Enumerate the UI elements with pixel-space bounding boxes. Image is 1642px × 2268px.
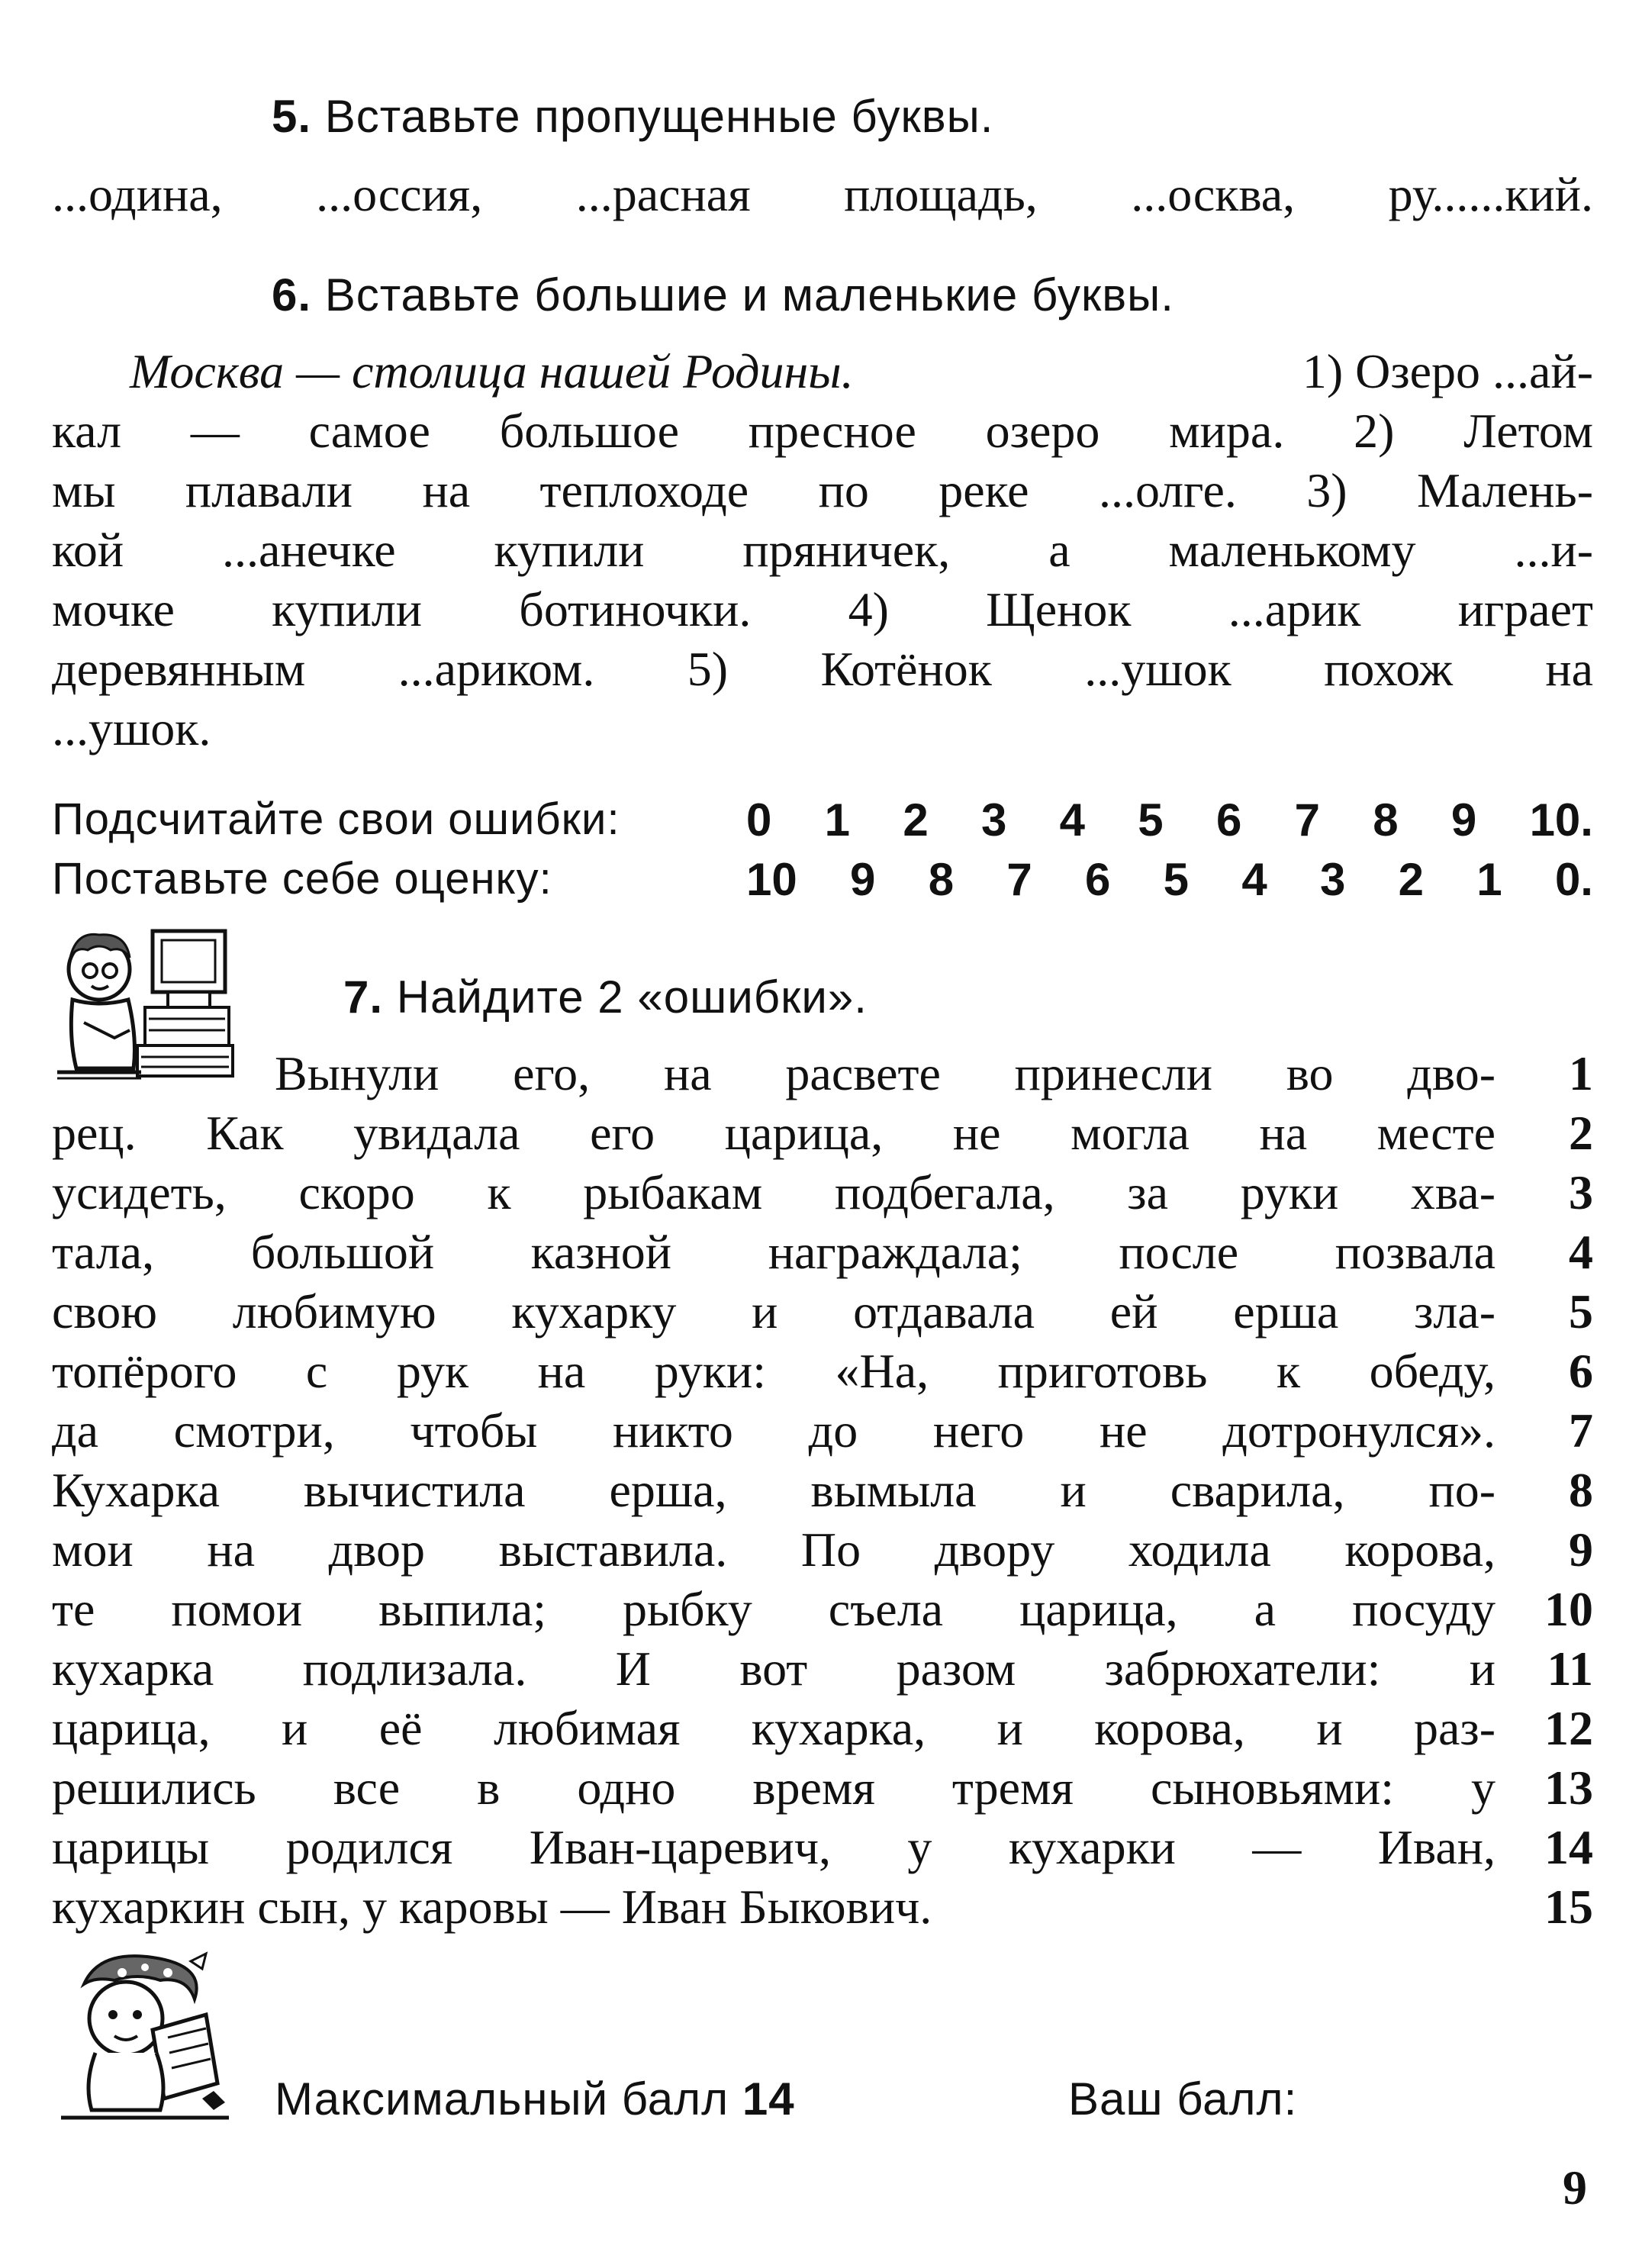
- task6-line-4: мочке купили ботиночки. 4) Щенок ...арик играет: [52, 582, 1593, 636]
- errors-0: 0: [746, 794, 772, 846]
- task7-line-11: кухарка подлизала. И вот разом забрюхатели: и: [52, 1641, 1496, 1696]
- task7-line-3: усидеть, скоро к рыбакам подбегала, за руки хва-: [52, 1165, 1496, 1219]
- task6-line-1: кал — самое большое пресное озеро мира. 2) Летом: [52, 404, 1593, 458]
- task7-line-1: Вынули его, на расвете принесли во дво-: [275, 1046, 1496, 1100]
- task6-number: 6.: [272, 269, 312, 321]
- line-number-11: 11: [1547, 1641, 1593, 1696]
- task7-line-2: рец. Как увидала его царица, не могла на месте: [52, 1106, 1496, 1160]
- grade-7: 3: [1319, 854, 1346, 905]
- task7-line-13: решились все в одно время тремя сыновьями: у: [52, 1761, 1496, 1815]
- task6-title: Вставьте большие и маленькие буквы.: [324, 269, 1174, 321]
- grade-2: 8: [928, 854, 955, 905]
- task6-line-0: [130, 343, 1593, 400]
- errors-4: 4: [1059, 794, 1085, 846]
- task6-line-5: деревянным ...ариком. 5) Котёнок ...ушок похож на: [52, 642, 1593, 696]
- task6-line-2: мы плавали на теплоходе по реке ...олге. 3) Малень-: [52, 463, 1593, 517]
- task7-line-5: свою любимую кухарку и отдавала ей ерша зла-: [52, 1284, 1496, 1339]
- task7-line-12: царица, и её любимая кухарка, и корова, и раз-: [52, 1701, 1496, 1755]
- max-score-label: Максимальный балл: [275, 2073, 729, 2125]
- line-number-5: 5: [1569, 1284, 1593, 1339]
- task5-title: Вставьте пропущенные буквы.: [324, 91, 994, 142]
- line-number-1: 1: [1569, 1046, 1593, 1100]
- task6-line-3: кой ...анечке купили пряничек, а маленькому ...и-: [52, 523, 1593, 577]
- line-number-7: 7: [1569, 1403, 1593, 1458]
- line-number-12: 12: [1544, 1701, 1593, 1755]
- line-number-9: 9: [1569, 1522, 1593, 1577]
- child-computer-illustration: [53, 923, 237, 1084]
- errors-label: Подсчитайте свои ошибки:: [52, 794, 620, 844]
- task7-line-6: топёрого с рук на руки: «На, приготовь к обеду,: [52, 1344, 1496, 1398]
- grade-5: 5: [1163, 854, 1190, 905]
- grade-1: 9: [850, 854, 876, 905]
- task7-line-7: да смотри, чтобы никто до него не дотронулся».: [52, 1403, 1496, 1458]
- task7-title: Найдите 2 «ошибки».: [396, 971, 868, 1023]
- line-number-3: 3: [1569, 1165, 1593, 1219]
- errors-7: 7: [1294, 794, 1320, 846]
- task7-line-4: тала, большой казной награждала; после позвала: [52, 1225, 1496, 1279]
- task7-line-8: Кухарка вычистила ерша, вымыла и сварила, по-: [52, 1463, 1496, 1517]
- errors-10: 10.: [1529, 794, 1593, 846]
- your-score-label: Ваш балл:: [1068, 2073, 1298, 2125]
- grades-row: [746, 853, 1593, 906]
- line-number-6: 6: [1569, 1344, 1593, 1398]
- grade-label: Поставьте себе оценку:: [52, 854, 552, 904]
- line-number-10: 10: [1544, 1582, 1593, 1636]
- line-number-14: 14: [1544, 1820, 1593, 1874]
- page-number: 9: [1563, 2160, 1587, 2215]
- task7-line-15: кухаркин сын, у каровы — Иван Быкович.: [52, 1880, 932, 1934]
- child-reading-icon: [53, 1946, 237, 2129]
- task7-line-9: мои на двор выставила. По двору ходила корова,: [52, 1522, 1496, 1577]
- task7-line-10: те помои выпила; рыбку съела царица, а посуду: [52, 1582, 1496, 1636]
- errors-8: 8: [1373, 794, 1399, 846]
- errors-5: 5: [1138, 794, 1164, 846]
- errors-2: 2: [903, 794, 929, 846]
- grade-6: 4: [1241, 854, 1267, 905]
- task5-number: 5.: [272, 91, 312, 142]
- grade-0: 10: [746, 854, 797, 905]
- line-number-13: 13: [1544, 1761, 1593, 1815]
- line-number-4: 4: [1569, 1225, 1593, 1279]
- task6-line-6: ...ушок.: [52, 701, 211, 755]
- grade-8: 2: [1398, 854, 1424, 905]
- line-number-15: 15: [1544, 1880, 1593, 1934]
- line-number-8: 8: [1569, 1463, 1593, 1517]
- task6-lead: Москва — столица нашей Родины.: [130, 344, 854, 398]
- child-reading-illustration: [53, 1946, 237, 2129]
- errors-3: 3: [980, 794, 1007, 846]
- grade-9: 1: [1476, 854, 1502, 905]
- errors-6: 6: [1215, 794, 1242, 846]
- grade-10: 0.: [1554, 854, 1593, 905]
- task7-number: 7.: [343, 971, 384, 1023]
- errors-1: 1: [824, 794, 851, 846]
- max-score: [275, 2073, 795, 2125]
- task6-heading: [272, 269, 1174, 321]
- grade-4: 6: [1085, 854, 1111, 905]
- task7-line-14: царицы родился Иван-царевич, у кухарки — Иван,: [52, 1820, 1496, 1874]
- errors-row: [746, 794, 1593, 846]
- grade-3: 7: [1006, 854, 1032, 905]
- task5-text: ...одина, ...оссия, ...расная площадь, ...осква, ру......кий.: [52, 167, 1593, 221]
- task5-heading: [272, 90, 993, 143]
- max-score-value: 14: [742, 2073, 795, 2125]
- task6-line-0-text: 1) Озеро ...ай-: [1302, 344, 1593, 398]
- line-number-2: 2: [1569, 1106, 1593, 1160]
- child-computer-icon: [53, 923, 237, 1084]
- errors-9: 9: [1450, 794, 1477, 846]
- task7-heading: [343, 971, 868, 1023]
